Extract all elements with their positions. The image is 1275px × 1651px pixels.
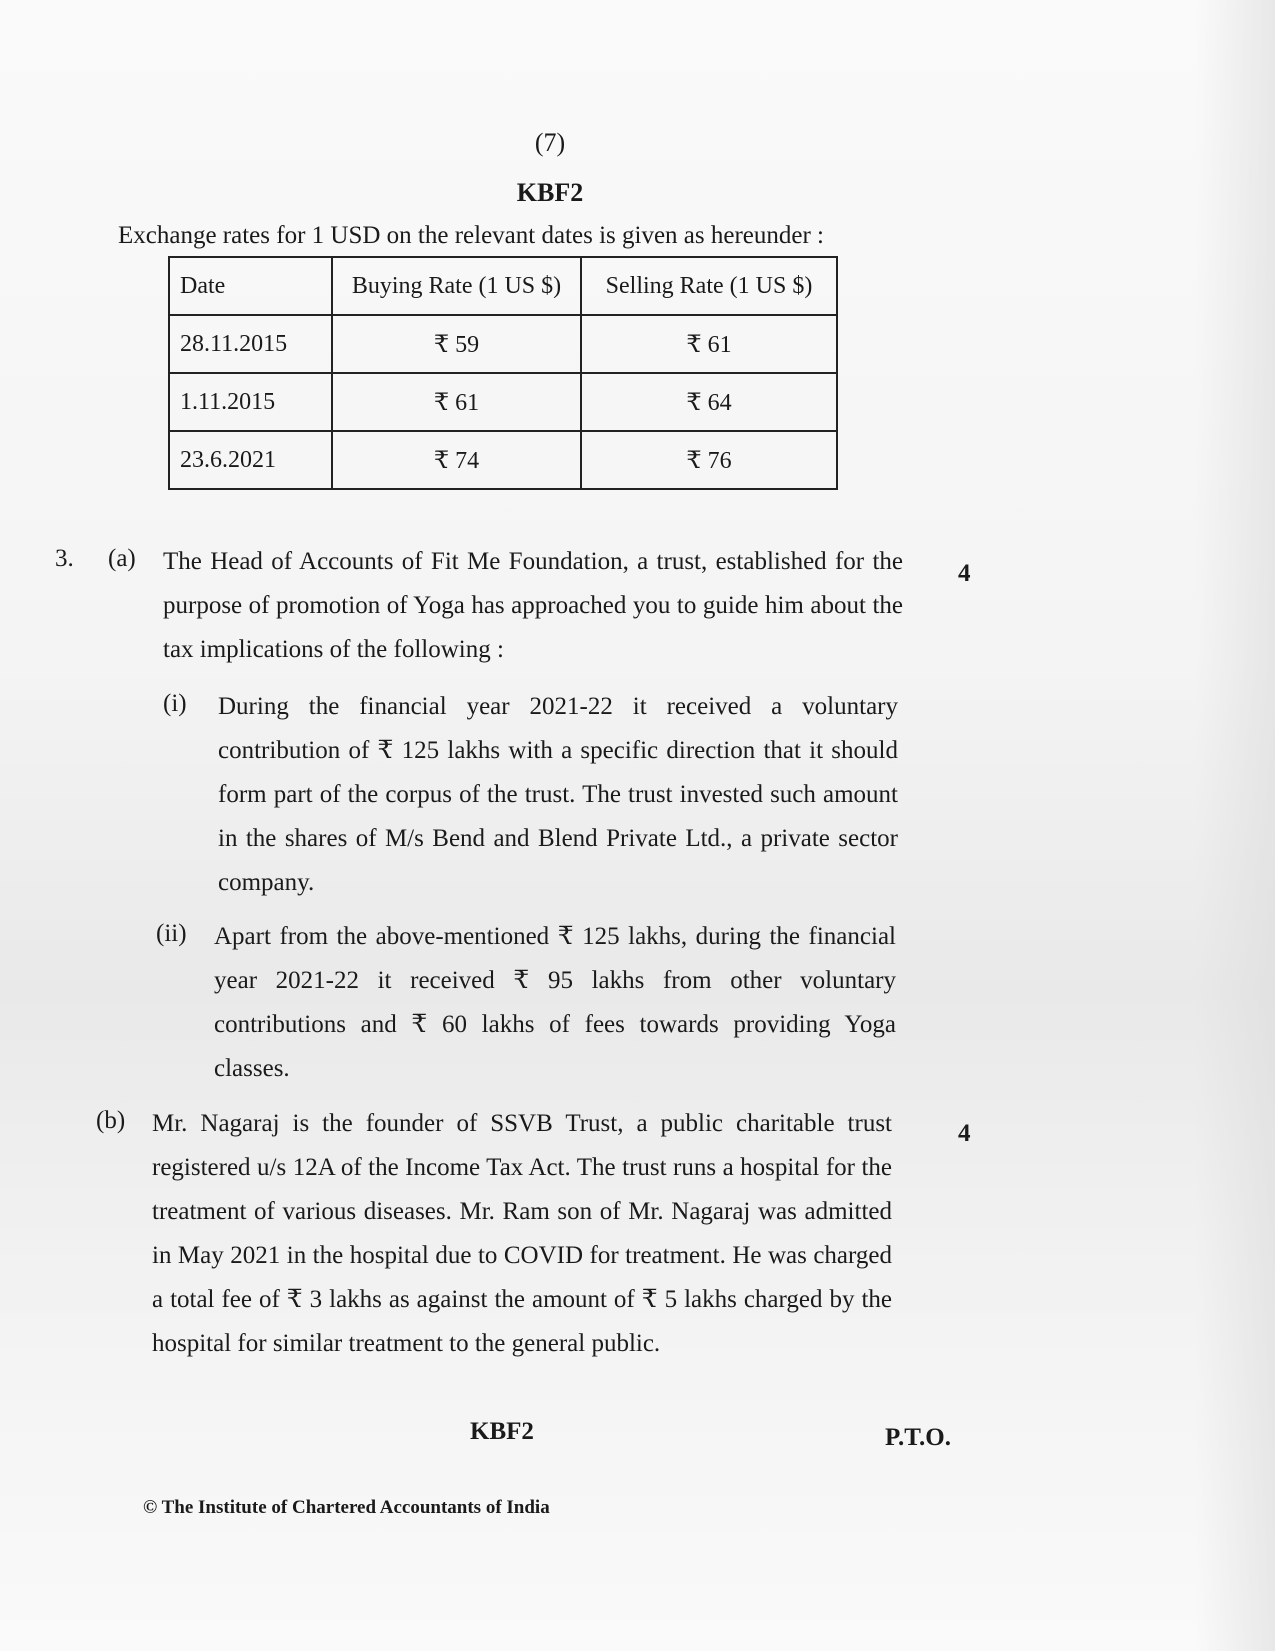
table-row — [169, 431, 837, 489]
cell-selling: ₹ 61 — [581, 315, 837, 373]
page-number: (7) — [534, 128, 566, 157]
table-row — [169, 373, 837, 431]
cell-selling: ₹ 64 — [581, 373, 837, 431]
paper-code-footer: KBF2 — [470, 1418, 534, 1445]
cell-buying: ₹ 61 — [332, 373, 581, 431]
table-row — [169, 315, 837, 373]
part-a-marks: 4 — [958, 560, 971, 587]
part-a-text: The Head of Accounts of Fit Me Foundation, a trust, established for the purpose of promotion of Yoga has approached you to guide him about the tax implications of the following : — [163, 548, 903, 663]
item-i-label: (i) — [163, 690, 187, 717]
cell-date: 23.6.2021 — [169, 431, 332, 489]
cell-date: 28.11.2015 — [169, 315, 332, 373]
part-b-text: Mr. Nagaraj is the founder of SSVB Trust, a public charitable trust registered u/s 12A of the Income Tax Act. The trust runs a hospital for the treatment of various diseases. Mr. Ram son of Mr. Nagaraj was admitted in May 2021 in the hospital due to COVID for treatment. He was charged a total fee of ₹ 3 lakhs as against the amount of ₹ 5 lakhs charged by the hospital for similar treatment to the general public. — [152, 1110, 892, 1357]
item-i-text: During the financial year 2021-22 it received a voluntary contribution of ₹ 125 lakhs with a specific direction that it should form part of the corpus of the trust. The trust invested such amount in the shares of M/s Bend and Blend Private Ltd., a private sector company. — [218, 693, 898, 896]
cell-buying: ₹ 59 — [332, 315, 581, 373]
question-number: 3. — [55, 545, 74, 572]
part-b-label: (b) — [96, 1107, 126, 1134]
header-date: Date — [169, 257, 332, 315]
part-b-marks: 4 — [958, 1120, 971, 1147]
part-a-label: (a) — [108, 545, 136, 572]
cell-date: 1.11.2015 — [169, 373, 332, 431]
cell-selling: ₹ 76 — [581, 431, 837, 489]
page-edge-shadow — [1195, 0, 1275, 1651]
item-ii-label: (ii) — [156, 920, 187, 947]
copyright-notice: © The Institute of Chartered Accountants of India — [143, 1497, 550, 1518]
paper-code-header: KBF2 — [516, 178, 584, 207]
exchange-rate-table — [168, 256, 838, 490]
header-selling-rate: Selling Rate (1 US $) — [581, 257, 837, 315]
item-ii-text: Apart from the above-mentioned ₹ 125 lakhs, during the financial year 2021-22 it received ₹ 95 lakhs from other voluntary contributions and ₹ 60 lakhs of fees towards providing Yoga classes. — [214, 923, 896, 1082]
header-buying-rate: Buying Rate (1 US $) — [332, 257, 581, 315]
pto-label: P.T.O. — [885, 1424, 951, 1451]
table-header-row — [169, 257, 837, 315]
cell-buying: ₹ 74 — [332, 431, 581, 489]
exchange-rate-intro: Exchange rates for 1 USD on the relevant dates is given as hereunder : — [118, 222, 825, 249]
